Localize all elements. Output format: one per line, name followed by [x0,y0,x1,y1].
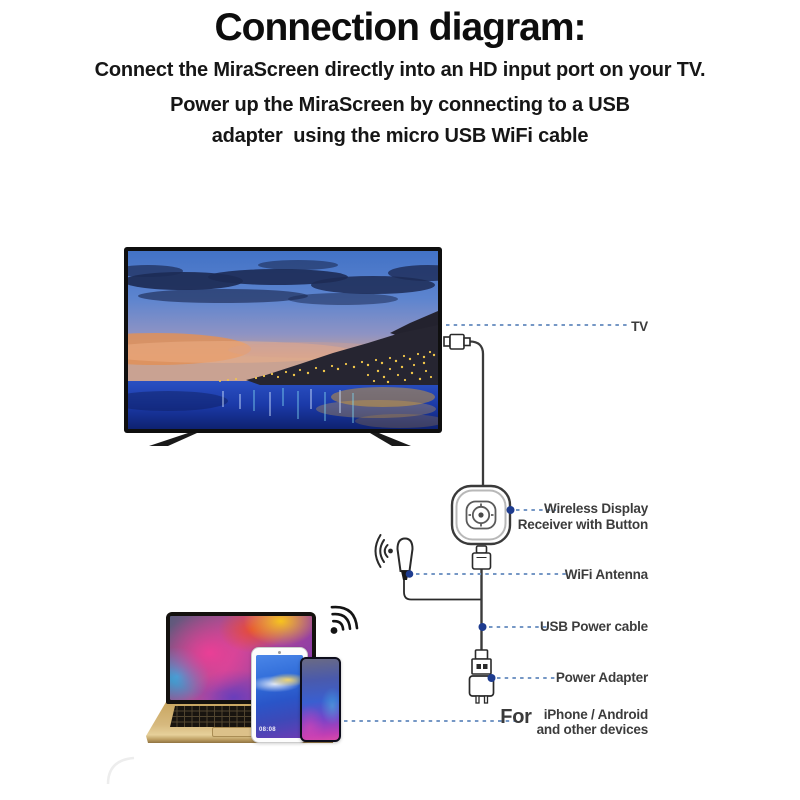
phone-illustration [300,657,341,742]
callout-dots [406,506,515,682]
subtitle-line-3: adapter using the micro USB WiFi cable [211,125,589,147]
wifi-signal-icon-antenna [376,535,393,567]
watermark-corner [108,758,134,784]
subtitle-line-2: Power up the MiraScreen by connecting to a USB [170,94,630,116]
power-adapter-illustration [470,676,494,703]
devices-label-lines [537,708,648,737]
receiver-label-line1: Wireless Display [544,501,648,516]
power-adapter-label: Power Adapter [555,670,648,685]
receiver-button [467,502,496,529]
antenna-label: WiFi Antenna [564,567,648,582]
phone-wallpaper [302,659,339,740]
devices-label-line1: iPhone / Android [543,707,648,722]
devices-label [500,708,648,737]
subtitle-line-1: Connect the MiraScreen directly into an HD input port on your TV. [94,59,706,81]
tv-label: TV [631,319,648,334]
hdmi-connector [444,335,470,350]
usb-plug [472,650,491,674]
tv-screen [128,251,438,429]
usb-cable-label: USB Power cable [539,619,648,634]
page-title: Connection diagram: [214,6,586,49]
antenna-cable [404,579,481,600]
receiver-device [452,486,510,544]
tablet-camera-dot [278,651,281,654]
wifi-signal-icon-devices [331,607,357,634]
tablet-screen [256,655,303,738]
hdmi-to-receiver-cable [470,342,483,490]
tv-illustration [124,247,442,433]
tv-screen-picture [128,251,438,429]
devices-label-line2: and other devices [536,721,648,737]
receiver-label [518,501,648,532]
micro-usb-connector [473,546,491,569]
tv-stand [149,433,411,446]
devices-label-for: For [500,706,532,728]
wifi-antenna [398,539,413,581]
tablet-clock: 08:08 [259,727,276,733]
receiver-label-line2: Receiver with Button [517,516,648,532]
